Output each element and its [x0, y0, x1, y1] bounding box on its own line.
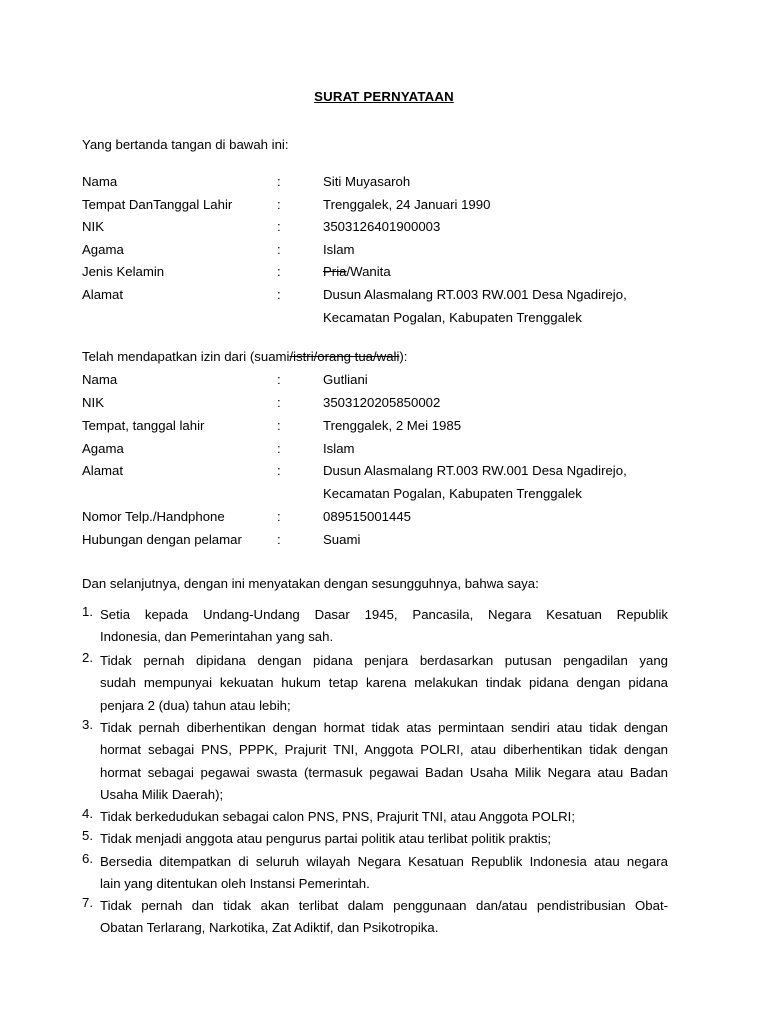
guardian-row-nik	[0, 395, 768, 413]
field-value: 3503120205850002	[323, 395, 441, 410]
field-label: Tempat DanTanggal Lahir	[82, 197, 233, 212]
statement-intro: Dan selanjutnya, dengan ini menyatakan dengan sesungguhnya, bahwa saya:	[82, 576, 539, 591]
list-number: 7.	[82, 895, 93, 910]
list-number: 1.	[82, 604, 93, 619]
field-separator: :	[277, 372, 281, 387]
field-separator: :	[277, 418, 281, 433]
guardian-row-address	[0, 463, 768, 481]
guardian-row-name	[0, 372, 768, 390]
list-line: Tidak pernah dipidana dengan pidana penjara berdasarkan putusan pengadilan yang	[100, 653, 668, 668]
field-label: Nama	[82, 174, 118, 189]
field-separator: :	[277, 197, 281, 212]
struck-option: Pria	[323, 264, 347, 279]
field-label: Nomor Telp./Handphone	[82, 509, 225, 524]
list-line: hormat sebagai PNS, PPPK, Prajurit TNI, Anggota POLRI, atau diberhentikan tidak dengan	[100, 742, 668, 758]
field-value: Suami	[323, 532, 361, 547]
field-value: 089515001445	[323, 509, 412, 524]
field-value: Dusun Alasmalang RT.003 RW.001 Desa Ngadirejo,	[323, 287, 627, 302]
guardian-row-birth	[0, 418, 768, 436]
field-value	[323, 264, 391, 279]
list-number: 3.	[82, 717, 93, 732]
list-line: Indonesia, dan Pemerintahan yang sah.	[100, 629, 334, 645]
field-label: NIK	[82, 395, 104, 410]
field-label: Agama	[82, 242, 124, 257]
field-value: Islam	[323, 242, 355, 257]
list-line: sudah mempunyai kekuatan hukum tetap karena melakukan tindak pidana dengan pidana	[100, 675, 668, 691]
field-value: Trenggalek, 2 Mei 1985	[323, 418, 462, 433]
field-label: Hubungan dengan pelamar	[82, 532, 242, 547]
field-label: Agama	[82, 441, 124, 456]
person-row-gender	[0, 264, 768, 282]
list-line: Obatan Terlarang, Narkotika, Zat Adiktif, dan Psikotropika.	[100, 920, 439, 936]
field-label: Alamat	[82, 463, 124, 478]
permission-text	[82, 349, 407, 364]
list-line: penjara 2 (dua) tahun atau lebih;	[100, 697, 291, 713]
guardian-address-line-2: Kecamatan Pogalan, Kabupaten Trenggalek	[323, 486, 582, 501]
field-value: Dusun Alasmalang RT.003 RW.001 Desa Ngadirejo,	[323, 463, 627, 478]
list-line: Tidak pernah diberhentikan dengan hormat tidak atas permintaan sendiri atau tidak dengan	[100, 720, 668, 735]
field-value: 3503126401900003	[323, 219, 441, 234]
list-line: hormat sebagai pegawai swasta (termasuk pegawai Badan Usaha Milik Negara atau Badan	[100, 764, 668, 780]
field-value: Siti Muyasaroh	[323, 174, 411, 189]
field-value: Trenggalek, 24 Januari 1990	[323, 197, 491, 212]
field-separator: :	[277, 463, 281, 478]
guardian-row-relation	[0, 532, 768, 550]
list-line: Usaha Milik Daerah);	[100, 787, 224, 803]
list-number: 6.	[82, 851, 93, 866]
field-label: Jenis Kelamin	[82, 264, 165, 279]
person-row-birth	[0, 197, 768, 215]
field-value: Islam	[323, 441, 355, 456]
list-line: Setia kepada Undang-Undang Dasar 1945, Pancasila, Negara Kesatuan Republik	[100, 607, 668, 622]
list-line: Bersedia ditempatkan di seluruh wilayah Negara Kesatuan Republik Indonesia atau negara	[100, 854, 668, 869]
selected-option: /Wanita	[346, 264, 391, 279]
field-separator: :	[277, 264, 281, 279]
person-row-religion	[0, 242, 768, 260]
address-line-2: Kecamatan Pogalan, Kabupaten Trenggalek	[323, 310, 582, 325]
field-separator: :	[277, 287, 281, 302]
field-separator: :	[277, 509, 281, 524]
field-separator: :	[277, 219, 281, 234]
document-title: SURAT PERNYATAAN	[314, 89, 454, 104]
list-line: Tidak menjadi anggota atau pengurus partai politik atau terlibat politik praktis;	[100, 831, 552, 846]
person-row-name	[0, 174, 768, 192]
list-line: Tidak pernah dan tidak akan terlibat dalam penggunaan dan/atau pendistribusian Obat-	[100, 898, 668, 913]
field-separator: :	[277, 532, 281, 547]
person-row-address	[0, 287, 768, 305]
guardian-row-phone	[0, 509, 768, 527]
field-label: NIK	[82, 219, 104, 234]
field-separator: :	[277, 395, 281, 410]
list-number: 2.	[82, 650, 93, 665]
field-label: Tempat, tanggal lahir	[82, 418, 205, 433]
person-row-nik	[0, 219, 768, 237]
field-separator: :	[277, 441, 281, 456]
intro-text: Yang bertanda tangan di bawah ini:	[82, 137, 289, 152]
field-value: Gutliani	[323, 372, 368, 387]
permission-struck: /istri/orang tua/wali	[289, 349, 400, 364]
field-label: Nama	[82, 372, 118, 387]
field-separator: :	[277, 242, 281, 257]
list-number: 4.	[82, 806, 93, 821]
permission-suffix: ):	[399, 349, 408, 364]
field-separator: :	[277, 174, 281, 189]
list-number: 5.	[82, 828, 93, 843]
list-line: lain yang ditentukan oleh Instansi Pemerintah.	[100, 876, 370, 892]
guardian-row-religion	[0, 441, 768, 459]
permission-prefix: Telah mendapatkan izin dari (suami	[82, 349, 290, 364]
field-label: Alamat	[82, 287, 124, 302]
list-line: Tidak berkedudukan sebagai calon PNS, PNS, Prajurit TNI, atau Anggota POLRI;	[100, 809, 576, 824]
